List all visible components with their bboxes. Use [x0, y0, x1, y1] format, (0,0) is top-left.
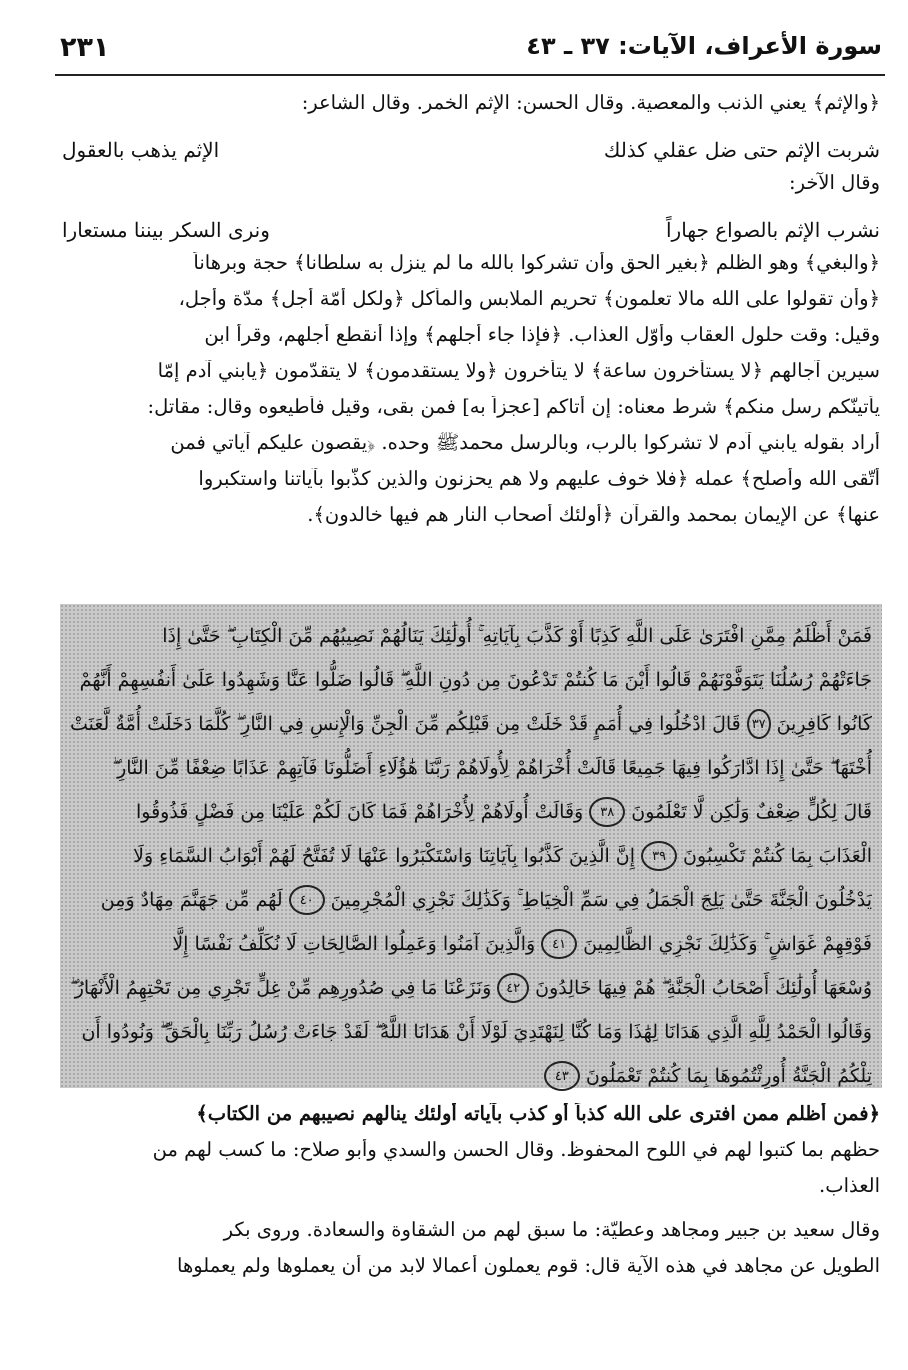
verse-number-marker: ٤٢	[497, 973, 529, 1003]
verse-number-marker: ٣٩	[641, 841, 677, 871]
header-divider	[55, 74, 885, 76]
commentary-line: أراد بقوله يابني آدم لا تشركوا بالرب، وبالرسل محمدﷺ وحده. ﴿يقصون عليكم آياتي فمن	[170, 432, 880, 454]
verse-number-marker: ٤٣	[544, 1061, 580, 1091]
quran-segment: فَوْقِهِمْ غَوَاشٍ ۚ وَكَذَٰلِكَ نَجْزِي الظَّالِمِينَ	[583, 933, 872, 955]
poem-hemistich-left: ونرى السكر بيننا مستعارا	[62, 218, 270, 242]
quran-line	[70, 834, 872, 878]
quran-segment: وَقَالَتْ أُولَاهُمْ لِأُخْرَاهُمْ فَمَا كَانَ لَكُمْ عَلَيْنَا مِن فَضْلٍ فَذُوقُوا	[135, 801, 584, 823]
poem-hemistich-right: شربت الإثم حتى ضل عقلي كذلك	[603, 138, 880, 162]
poem-hemistich-right: نشرب الإثم بالصواع جهاراً	[666, 218, 880, 242]
quran-text-box	[60, 604, 882, 1088]
quran-line	[70, 878, 872, 922]
quran-line	[70, 658, 872, 702]
commentary-bottom	[62, 1103, 880, 1291]
verse-number-marker: ٤٠	[289, 885, 325, 915]
commentary-line: العذاب.	[819, 1175, 880, 1197]
page-number: ٢٣١	[60, 32, 110, 63]
quran-segment: تِلْكُمُ الْجَنَّةُ أُورِثْتُمُوهَا بِمَا كُنتُمْ تَعْمَلُونَ	[585, 1065, 872, 1087]
commentary-line: الطويل عن مجاهد في هذه الآية قال: قوم يعملون أعمالا لابد من أن يعملوها ولم يعملوها	[177, 1255, 880, 1277]
commentary-line: أتّقى الله وأصلح﴾ عمله ﴿فلا خوف عليهم ولا هم يحزنون والذين كذّبوا بآياتنا واستكبروا	[198, 468, 880, 490]
commentary-line: ﴿فمن أظلم ممن افترى على الله كذباً أو كذب بآياته أُولئك ينالهم نصيبهم من الكتاب﴾	[196, 1103, 880, 1125]
commentary-line: ﴿والإثم﴾ يعني الذنب والمعصية. وقال الحسن: الإثم الخمر. وقال الشاعر:	[301, 92, 880, 114]
quran-segment: وُسْعَهَا أُولَٰئِكَ أَصْحَابُ الْجَنَّةِ ۖ هُمْ فِيهَا خَالِدُونَ	[535, 977, 872, 999]
commentary-line: وقال الآخر:	[789, 172, 880, 194]
verse-number-marker: ٣٨	[589, 797, 625, 827]
commentary-line: وقال سعيد بن جبير ومجاهد وعطيّة: ما سبق لهم من الشقاوة والسعادة. وروى بكر	[223, 1219, 880, 1241]
commentary-line: وقيل: وقت حلول العقاب وأوّل العذاب. ﴿فإذا جاء أجلهم﴾ وإذا أنقطع أجلهم، وقرأ ابن	[204, 324, 880, 346]
poem-verse-1	[62, 128, 880, 172]
page-header	[60, 30, 882, 70]
quran-segment: إِنَّ الَّذِينَ كَذَّبُوا بِآيَاتِنَا وَاسْتَكْبَرُوا عَنْهَا لَا تُفَتَّحُ لَهُمْ أَبْوَابُ السَّمَاءِ وَلَا	[133, 845, 636, 867]
quran-line	[70, 790, 872, 834]
quran-line	[70, 746, 872, 790]
quran-line	[70, 702, 872, 746]
quran-segment: وَالَّذِينَ آمَنُوا وَعَمِلُوا الصَّالِحَاتِ لَا نُكَلِّفُ نَفْسًا إِلَّا	[172, 933, 536, 955]
quran-segment: يَدْخُلُونَ الْجَنَّةَ حَتَّىٰ يَلِجَ الْجَمَلُ فِي سَمِّ الْخِيَاطِ ۚ وَكَذَٰلِكَ نَجْزِي الْمُجْرِمِينَ	[330, 889, 872, 911]
poem-verse-2	[62, 208, 880, 252]
quran-line	[70, 1054, 872, 1098]
quran-segment: فَمَنْ أَظْلَمُ مِمَّنِ افْتَرَىٰ عَلَى اللَّهِ كَذِبًا أَوْ كَذَّبَ بِآيَاتِهِ ۚ أُولَٰئِكَ يَنَالُهُمْ نَصِيبُهُم مِّنَ الْكِتَابِ ۖ حَتَّىٰ إِذَا	[162, 625, 872, 647]
quran-segment: وَقَالُوا الْحَمْدُ لِلَّهِ الَّذِي هَدَانَا لِهَٰذَا وَمَا كُنَّا لِنَهْتَدِيَ لَوْلَا أَنْ هَدَانَا اللَّهُ ۖ لَقَدْ جَاءَتْ رُسُلُ رَبِّنَا بِالْحَقِّ ۖ وَنُودُوا أَن	[81, 1021, 872, 1043]
quran-segment: جَاءَتْهُمْ رُسُلُنَا يَتَوَفَّوْنَهُمْ قَالُوا أَيْنَ مَا كُنتُمْ تَدْعُونَ مِن دُونِ اللَّهِ ۖ قَالُوا ضَلُّوا عَنَّا وَشَهِدُوا عَلَىٰ أَنفُسِهِمْ أَنَّهُمْ	[79, 669, 872, 691]
quran-segment: أُخْتَهَا ۖ حَتَّىٰ إِذَا ادَّارَكُوا فِيهَا جَمِيعًا قَالَتْ أُخْرَاهُمْ لِأُولَاهُمْ رَبَّنَا هَٰؤُلَاءِ أَضَلُّونَا فَآتِهِمْ عَذَابًا ضِعْفًا مِّنَ النَّارِ ۖ	[112, 757, 872, 779]
quran-segment: الْعَذَابَ بِمَا كُنتُمْ تَكْسِبُونَ	[683, 845, 872, 867]
quran-segment: لَهُم مِّن جَهَنَّمَ مِهَادٌ وَمِن	[100, 889, 283, 911]
verse-number-marker: ٤١	[541, 929, 577, 959]
commentary-line: حظهم بما كتبوا لهم في اللوح المحفوظ. وقال الحسن والسدي وأبو صلاح: ما كسب لهم من	[152, 1139, 880, 1161]
quran-line	[70, 614, 872, 658]
commentary-line: ﴿والبغي﴾ وهو الظلم ﴿بغير الحق وأن تشركوا بالله ما لم ينزل به سلطانا﴾ حجة وبرهاناً	[193, 252, 880, 274]
poem-hemistich-left: الإثم يذهب بالعقول	[62, 138, 220, 162]
verse-number-marker: ٣٧	[747, 709, 771, 739]
quran-segment: وَنَزَعْنَا مَا فِي صُدُورِهِم مِّنْ غِلٍّ تَجْرِي مِن تَحْتِهِمُ الْأَنْهَارُ ۖ	[70, 977, 492, 999]
quran-segment: قَالَ ادْخُلُوا فِي أُمَمٍ قَدْ خَلَتْ مِن قَبْلِكُم مِّنَ الْجِنِّ وَالْإِنسِ فِي النَّارِ ۖ كُلَّمَا دَخَلَتْ أُمَّةٌ لَّعَنَتْ	[70, 713, 741, 735]
quran-verses	[70, 614, 872, 1098]
commentary-line: سيرين آجالهم ﴿لا يستأخرون ساعة﴾ لا يتأخرون ﴿ولا يستقدمون﴾ لا يتقدّمون ﴿يابني آدم إمّا	[157, 360, 880, 382]
quran-line	[70, 922, 872, 966]
quran-line	[70, 966, 872, 1010]
commentary-line: ﴿وأن تقولوا على الله مالا تعلمون﴾ تحريم الملابس والمأكل ﴿ولكل أُمّة أجل﴾ مدّة وأجل،	[178, 288, 880, 310]
running-title: سورة الأعراف، الآيات: ٣٧ ـ ٤٣	[526, 32, 882, 60]
quran-line	[70, 1010, 872, 1054]
commentary-line: يأتينّكم رسل منكم﴾ شرط معناه: إن أتاكم [عجزاً به] فمن بقى، وقيل فأطيعوه وقال: مقاتل:	[147, 396, 880, 418]
commentary-line: عنها﴾ عن الإيمان بمحمد والقرآن ﴿أُولئك أصحاب النار هم فيها خالدون﴾.	[307, 504, 880, 526]
quran-segment: كَانُوا كَافِرِينَ	[776, 713, 872, 735]
quran-segment: قَالَ لِكُلٍّ ضِعْفٌ وَلَٰكِن لَّا تَعْلَمُونَ	[631, 801, 872, 823]
commentary-top	[62, 92, 880, 540]
